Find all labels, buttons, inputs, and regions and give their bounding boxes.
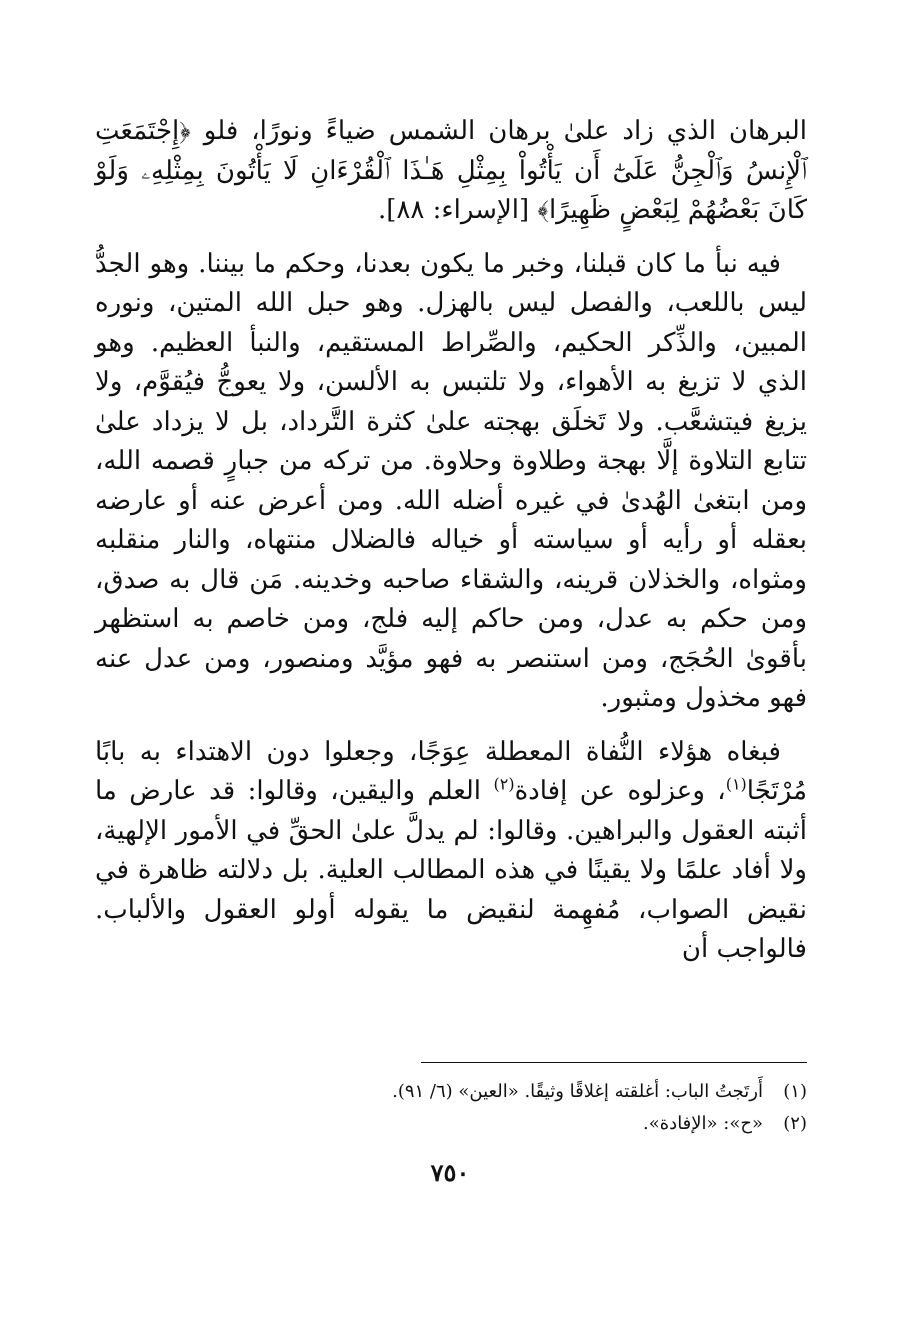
- critique-text-part-3: العلم واليقين، وقالوا: قد عارض ما أثبته العقول والبراهين. وقالوا: لم يدلَّ علىٰ الحقِّ في الأمور الإلهية، ولا أفاد علمًا ولا يقينًا في هذه المطالب العلية. بل دلالته ظاهرة في نقيض الصواب، مُفهِمة لنقيض ما يقوله أولو العقول والألباب. فالواجب أن: [95, 776, 807, 964]
- footnote-1-number: (١): [783, 1081, 807, 1102]
- page-body: [95, 112, 807, 970]
- quran-verse-paragraph: البرهان الذي زاد علىٰ برهان الشمس ضياءً ونورًا، فلو ﴿إِجْتَمَعَتِ ٱلْإِنسُ وَٱلْجِنُّ عَلَىٰٓ أَن يَأْتُواْ بِمِثْلِ هَـٰذَا ٱلْقُرْءَانِ لَا يَأْتُونَ بِمِثْلِهِۦ وَلَوْ كَانَ بَعْضُهُمْ لِبَعْضٍ ظَهِيرًا﴾ [الإسراء: ٨٨].: [95, 116, 807, 225]
- footnote-ref-2[interactable]: (٢): [493, 774, 515, 794]
- footnote-separator: [421, 1062, 807, 1063]
- footnote-1-text: أَرتَجتُ الباب: أغلقته إغلاقًا وثيقًا. «العين» (٦/ ٩١).: [392, 1081, 763, 1102]
- quran-description-paragraph: فيه نبأ ما كان قبلنا، وخبر ما يكون بعدنا، وحكم ما بيننا. وهو الجدُّ ليس باللعب، والفصل ليس بالهزل. وهو حبل الله المتين، ونوره المبين، والذِّكر الحكيم، والصِّراط المستقيم، والنبأ العظيم. وهو الذي لا تزيغ به الأهواء، ولا تلتبس به الألسن، ولا يعوجُّ فيُقوَّم، ولا يزيغ فيتشعَّب. ولا تَخلَق بهجته علىٰ كثرة التَّرداد، بل لا يزداد علىٰ تتابع التلاوة إلَّا بهجة وطلاوة وحلاوة. من تركه من جبارٍ قصمه الله، ومن ابتغىٰ الهُدىٰ في غيره أضله الله. ومن أعرض عنه أو عارضه بعقله أو رأيه أو سياسته أو خياله فالضلال منتهاه، والنار منقلبه ومثواه، والخذلان قرينه، والشقاء صاحبه وخدينه. مَن قال به صدق، ومن حكم به عدل، ومن حاكم إليه فلج، ومن خاصم به استظهر بأقوىٰ الحُجَج، ومن استنصر به فهو مؤيَّد ومنصور، ومن عدل عنه فهو مخذول ومثبور.: [95, 248, 807, 713]
- page-number: ٧٥٠: [430, 1158, 470, 1187]
- critique-text-part-1: فبغاه هؤلاء النُّفاة المعطلة عِوَجًا، وجعلوا دون الاهتداء به بابًا مُرْتَجًا: [95, 736, 808, 806]
- footnote-2-number: (٢): [783, 1113, 807, 1134]
- critique-paragraph: [95, 733, 807, 970]
- footnote-ref-1[interactable]: (١): [725, 774, 747, 794]
- footnotes: [93, 1076, 807, 1140]
- critique-text-part-2: ، وعزلوه عن إفادة: [514, 776, 726, 806]
- footnote-2: [93, 1108, 807, 1140]
- footnote-1: [93, 1076, 807, 1108]
- footnote-2-text: «ح»: «الإفادة».: [643, 1113, 763, 1134]
